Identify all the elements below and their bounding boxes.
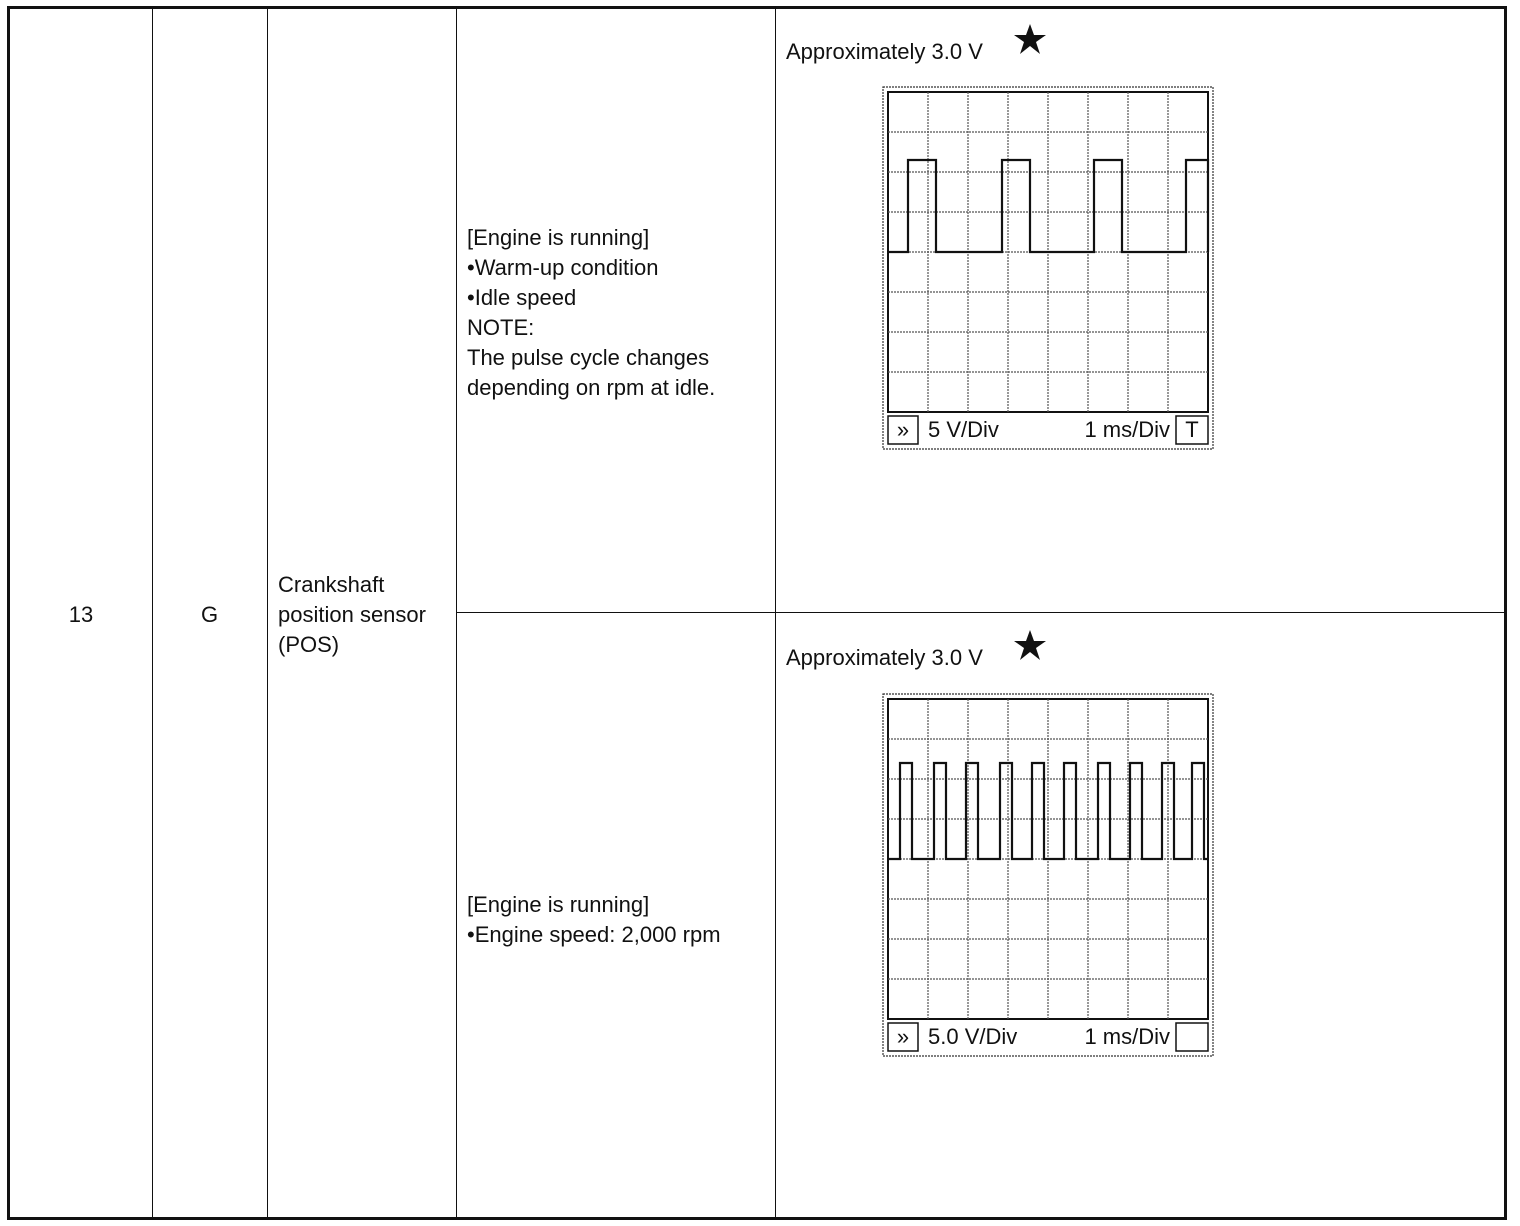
column-divider: [456, 9, 457, 1217]
time-div-label: 1 ms/Div: [1084, 417, 1170, 442]
time-div-label: 1 ms/Div: [1084, 1024, 1170, 1049]
condition-idle: [Engine is running] •Warm-up condition •Idle speed NOTE: The pulse cycle changes depending on rpm at idle.: [467, 225, 716, 400]
scope-right-button-label: T: [1185, 417, 1199, 442]
oscilloscope-display: [880, 691, 1210, 1056]
scope-left-button-label: »: [896, 1024, 910, 1049]
item-name: Crankshaft position sensor (POS): [278, 572, 426, 657]
star-icon: [1013, 22, 1047, 56]
star-icon: [1013, 628, 1047, 662]
oscilloscope-idle: [880, 84, 1210, 449]
volt-div-label: 5.0 V/Div: [928, 1024, 1018, 1049]
oscilloscope-2000rpm: [880, 691, 1210, 1056]
oscilloscope-display: [880, 84, 1210, 449]
terminal-number: 13: [68, 602, 94, 627]
condition-2000rpm: [Engine is running] •Engine speed: 2,000 rpm: [467, 892, 721, 947]
column-divider: [267, 9, 268, 1217]
volt-div-label: 5 V/Div: [928, 417, 999, 442]
wire-color: G: [200, 602, 219, 627]
value-label-idle: Approximately 3.0 V: [786, 39, 983, 64]
terminal-table: [7, 6, 1507, 1220]
value-label-2000rpm: Approximately 3.0 V: [786, 645, 983, 670]
scope-right-button: [1176, 1023, 1208, 1051]
column-divider: [775, 9, 776, 1217]
scope-left-button-label: »: [896, 417, 910, 442]
row-divider: [456, 612, 1504, 613]
